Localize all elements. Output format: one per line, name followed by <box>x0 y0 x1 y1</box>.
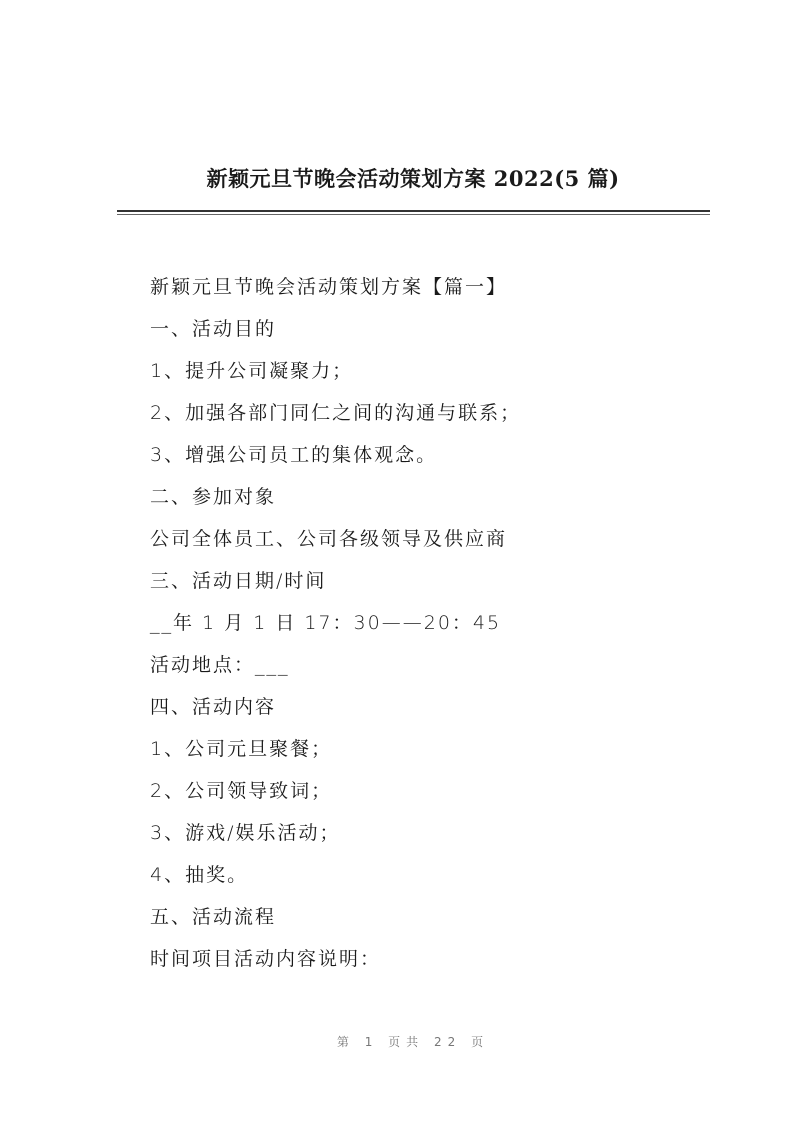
section-heading-part-one: 新颖元旦节晚会活动策划方案【篇一】 <box>150 276 508 298</box>
heading-activity-process: 五、活动流程 <box>150 906 277 928</box>
heading-participants: 二、参加对象 <box>150 486 277 508</box>
document-body <box>150 272 710 986</box>
purpose-item: 2、加强各部门同仁之间的沟通与联系； <box>150 402 522 424</box>
purpose-item: 1、提升公司凝聚力； <box>150 360 354 382</box>
content-item: 1、公司元旦聚餐； <box>150 738 333 760</box>
title-divider-thin <box>117 214 710 215</box>
content-item: 2、公司领导致词； <box>150 780 333 802</box>
page-number-footer: 第 1 页共 22 页 <box>336 1035 490 1049</box>
date-time-text: __年 1 月 1 日 17：30——20：45 <box>150 612 502 634</box>
heading-activity-content: 四、活动内容 <box>150 696 277 718</box>
process-table-header: 时间项目活动内容说明： <box>150 948 382 970</box>
heading-date-time: 三、活动日期/时间 <box>150 570 327 592</box>
purpose-item: 3、增强公司员工的集体观念。 <box>150 444 438 466</box>
title-divider <box>117 210 710 212</box>
content-item: 4、抽奖。 <box>150 864 249 886</box>
document-title: 新颖元旦节晚会活动策划方案 2022(5 篇) <box>206 166 620 191</box>
heading-activity-purpose: 一、活动目的 <box>150 318 277 340</box>
participants-text: 公司全体员工、公司各级领导及供应商 <box>150 528 508 550</box>
content-item: 3、游戏/娱乐活动； <box>150 822 341 844</box>
venue-text: 活动地点：___ <box>150 654 290 676</box>
